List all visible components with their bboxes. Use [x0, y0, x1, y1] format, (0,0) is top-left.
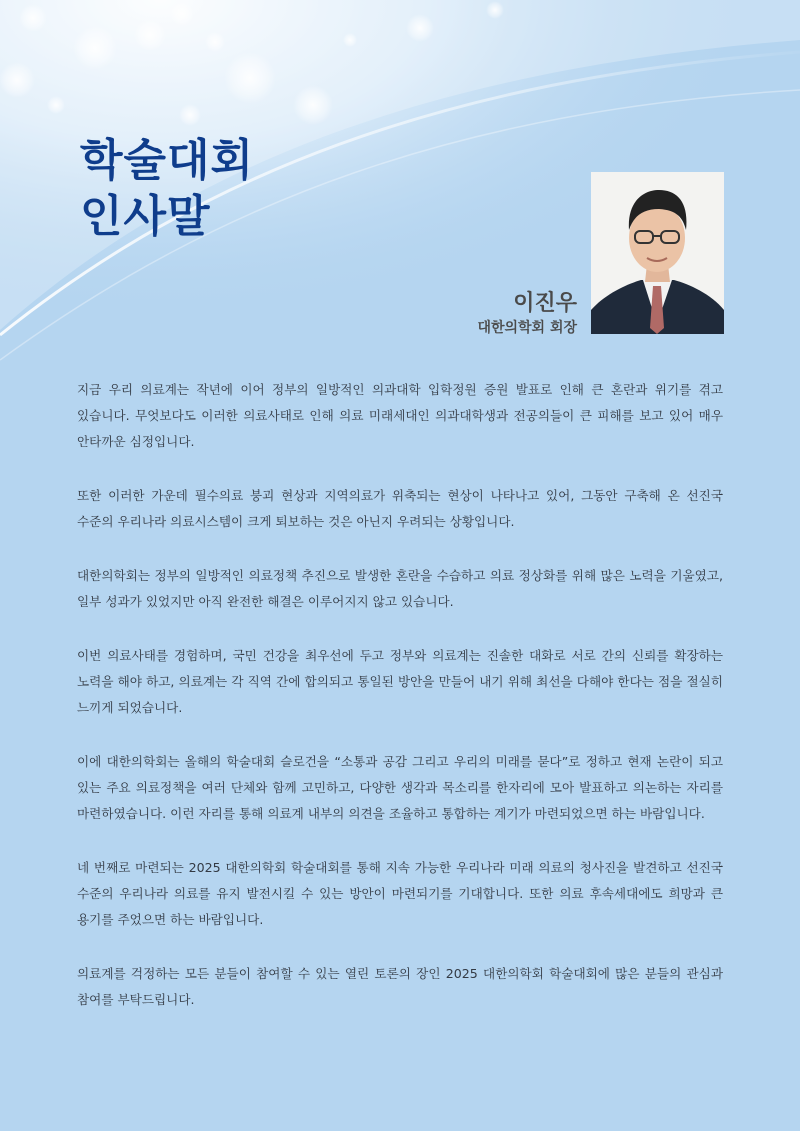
speaker-name: 이진우 — [513, 291, 577, 316]
paragraph-5: 이에 대한의학회는 올해의 학술대회 슬로건을 “소통과 공감 그리고 우리의 미래를 묻다”로 정하고 현재 논란이 되고 있는 주요 의료정책을 여러 단체와 함께 고민하고, 다양한 생각과 목소리를 한자리에 모아 발표하고 의논하는 자리를 마련하였습니다. 이런 자리를 통해 의료계 내부의 의견을 조율하고 통합하는 계기가 마련되었으면 하는 바람입니다. — [77, 754, 723, 821]
speaker-role: 대한의학회 회장 — [477, 320, 577, 336]
paragraph-2: 또한 이러한 가운데 필수의료 붕괴 현상과 지역의료가 위축되는 현상이 나타나고 있어, 그동안 구축해 온 선진국 수준의 우리나라 의료시스템이 크게 퇴보하는 것은 아닌지 우려되는 상황입니다. — [77, 488, 723, 529]
title-line-1: 학술대회 — [80, 135, 255, 186]
page-title — [80, 133, 254, 245]
paragraph-3: 대한의학회는 정부의 일방적인 의료정책 추진으로 발생한 혼란을 수습하고 의료 정상화를 위해 많은 노력을 기울였고, 일부 성과가 있었지만 아직 완전한 해결은 이루어지지 않고 있습니다. — [77, 568, 723, 609]
paragraph-7: 의료계를 걱정하는 모든 분들이 참여할 수 있는 열린 토론의 장인 2025 대한의학회 학술대회에 많은 분들의 관심과 참여를 부탁드립니다. — [77, 966, 723, 1007]
speaker-photo — [591, 172, 724, 334]
greeting-body — [77, 377, 723, 1041]
paragraph-1: 지금 우리 의료계는 작년에 이어 정부의 일방적인 의과대학 입학정원 증원 발표로 인해 큰 혼란과 위기를 겪고 있습니다. 무엇보다도 이러한 의료사태로 인해 의료 미래세대인 의과대학생과 전공의들이 큰 피해를 보고 있어 매우 안타까운 심정입니다. — [77, 382, 723, 449]
paragraph-6: 네 번째로 마련되는 2025 대한의학회 학술대회를 통해 지속 가능한 우리나라 미래 의료의 청사진을 발견하고 선진국 수준의 우리나라 의료를 유지 발전시킬 수 있는 방안이 마련되기를 기대합니다. 또한 의료 후속세대에도 희망과 큰 용기를 주었으면 하는 바람입니다. — [77, 860, 723, 927]
paragraph-4: 이번 의료사태를 경험하며, 국민 건강을 최우선에 두고 정부와 의료계는 진솔한 대화로 서로 간의 신뢰를 확장하는 노력을 해야 하고, 의료계는 각 직역 간에 합의되고 통일된 방안을 만들어 내기 위해 최선을 다해야 한다는 점을 절실히 느끼게 되었습니다. — [77, 648, 723, 715]
title-line-2: 인사말 — [80, 191, 211, 242]
